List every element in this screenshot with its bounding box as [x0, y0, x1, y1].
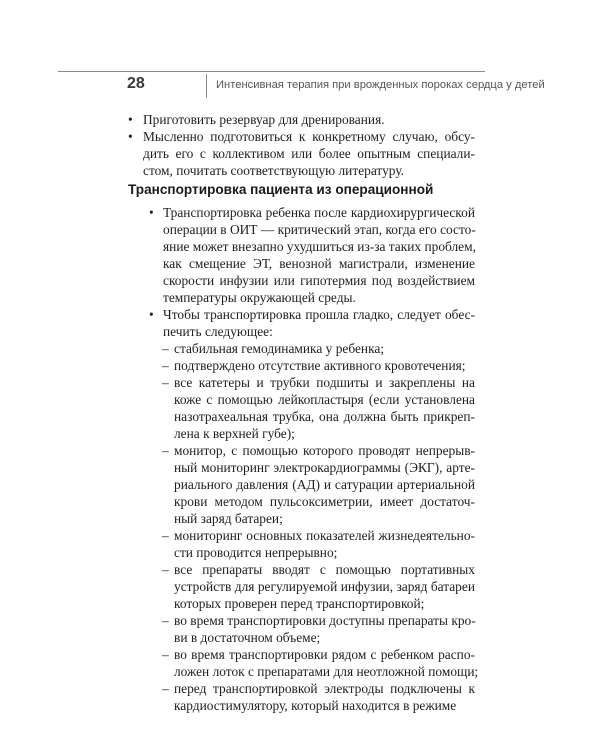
dash-item-line: устройств для регулируемой инфузии, заряд батареи: [174, 579, 475, 594]
dash-item-line: все препараты вводят с помощью портативных: [174, 562, 475, 577]
dash-item-line: монитор, с помощью которого проводят непрерыв-: [174, 443, 475, 458]
dash-item-line: во время транспортировки рядом с ребенком распо-: [174, 647, 475, 662]
dash-item-marker: –: [162, 341, 169, 356]
section-bullet-line: температуры окружающей среды.: [163, 290, 356, 305]
dash-item-line: подтверждено отсутствие активного кровотечения;: [174, 358, 466, 373]
section-bullet-line: операции в ОИТ — критический этап, когда его состо-: [163, 222, 476, 237]
dash-item-marker: –: [162, 358, 169, 373]
dash-item-line: кардиостимулятору, который находится в режиме: [174, 698, 457, 713]
header-divider: [206, 74, 207, 98]
dash-item-line: ви в достаточном объеме;: [174, 630, 321, 645]
dash-item-line: коже с помощью лейкопластыря (если установлена: [174, 392, 475, 407]
section-bullet-line: скорости инфузии или гипотермия под воздействием: [163, 273, 475, 288]
top-list-item-line: дить его с коллективом или более опытным специали-: [143, 146, 475, 161]
running-title: Интенсивная терапия при врожденных пороках сердца у детей: [216, 79, 545, 91]
dash-item-line: которых проверен перед транспортировкой;: [174, 596, 425, 611]
dash-item-line: лена к верхней губе);: [174, 426, 295, 441]
dash-item-marker: –: [162, 681, 169, 696]
section-bullet-marker: •: [149, 307, 154, 322]
section-bullet-line: печить следующее:: [163, 324, 273, 339]
dash-item-line: стабильная гемодинамика у ребенка;: [174, 341, 385, 356]
dash-item-line: ный заряд батареи;: [174, 511, 283, 526]
page-number: 28: [127, 75, 145, 92]
dash-item-marker: –: [162, 443, 169, 458]
section-bullet-marker: •: [149, 205, 154, 220]
top-list-item-line: Мысленно подготовиться к конкретному случаю, обсу-: [143, 129, 475, 144]
section-heading: Транспортировка пациента из операционной: [128, 182, 434, 197]
dash-item-line: сти проводится непрерывно;: [174, 545, 338, 560]
section-bullet-line: Транспортировка ребенка после кардиохирургической: [163, 205, 475, 220]
dash-item-line: риального давления (АД) и сатурации артериальной: [174, 477, 475, 492]
top-list-item-line: Приготовить резервуар для дренирования.: [143, 112, 385, 127]
section-bullet-line: Чтобы транспортировка прошла гладко, следует обес-: [163, 307, 475, 322]
dash-item-marker: –: [162, 562, 169, 577]
section-bullet-line: как смещение ЭТ, венозной магистрали, изменение: [163, 256, 475, 271]
top-list-item-line: стом, почитать соответствующую литературу.: [143, 163, 405, 178]
dash-item-marker: –: [162, 528, 169, 543]
dash-item-marker: –: [162, 647, 169, 662]
dash-item-marker: –: [162, 613, 169, 628]
dash-item-line: крови методом пульсоксиметрии, имеет достаточ-: [174, 494, 475, 509]
dash-item-line: во время транспортировки доступны препараты кро-: [174, 613, 476, 628]
header-rule: [58, 71, 485, 72]
dash-item-line: ный мониторинг электрокардиограммы (ЭКГ), арте-: [174, 460, 475, 475]
dash-item-line: мониторинг основных показателей жизнедеятельно-: [174, 528, 475, 543]
dash-item-line: перед транспортировкой электроды подключены к: [174, 681, 475, 696]
top-list-item-marker: •: [128, 129, 133, 144]
dash-item-line: все катетеры и трубки подшиты и закреплены на: [174, 375, 475, 390]
dash-item-marker: –: [162, 375, 169, 390]
section-bullet-line: яние может внезапно ухудшиться из-за таких проблем,: [163, 239, 476, 254]
top-list-item-marker: •: [128, 112, 133, 127]
dash-item-line: ложен лоток с препаратами для неотложной помощи;: [174, 664, 479, 679]
dash-item-line: назотрахеальная трубка, она должна быть прикреп-: [174, 409, 475, 424]
